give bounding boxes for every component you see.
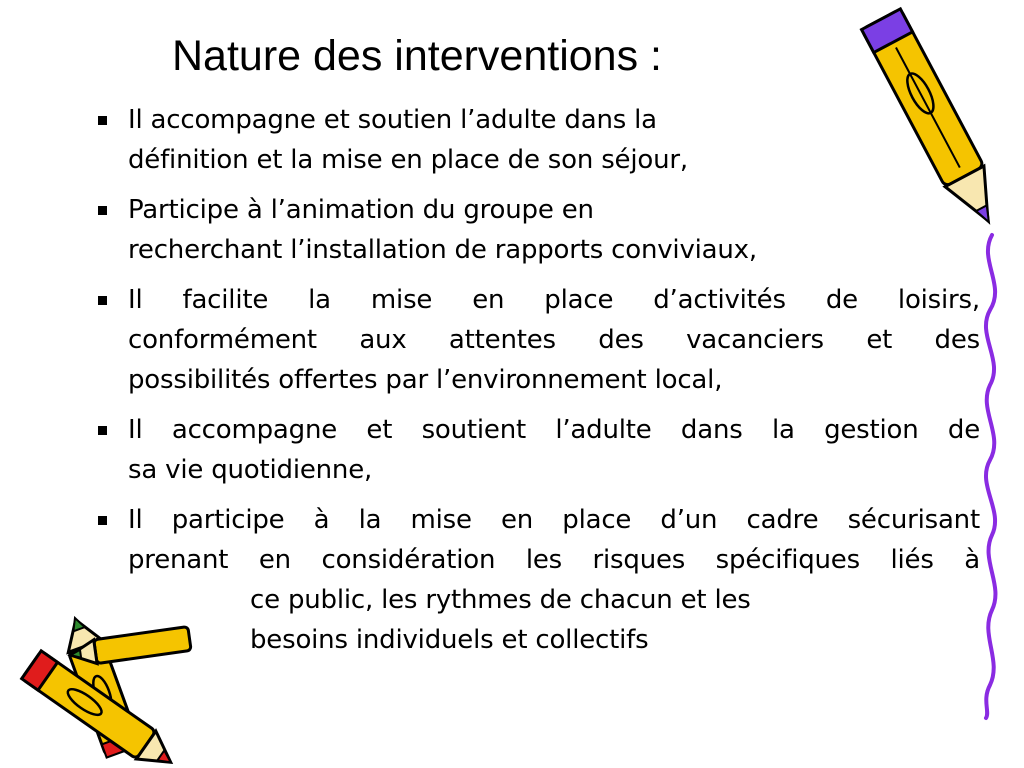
word: en (472, 285, 505, 315)
word: des (934, 325, 980, 355)
word: aux (359, 325, 407, 355)
word: des (598, 325, 644, 355)
bullet-line: possibilités offertes par l’environnement local, (128, 365, 723, 395)
bullet-item (96, 190, 980, 270)
bullet-item (96, 500, 980, 660)
word: l’adulte (555, 415, 652, 445)
word: facilite (182, 285, 269, 315)
word: conformément (128, 325, 317, 355)
word: gestion (824, 415, 919, 445)
word: de (825, 285, 858, 315)
word: Il (128, 415, 143, 445)
bullet-line: Il accompagne et soutien l’adulte dans la (128, 105, 657, 135)
bullet-line: recherchant l’installation de rapports conviviaux, (128, 235, 757, 265)
bullet-marker-icon (98, 296, 107, 305)
word: attentes (448, 325, 556, 355)
word: Il (128, 505, 143, 535)
bullet-item (96, 100, 980, 180)
word: la (771, 415, 795, 445)
word: participe (171, 505, 285, 535)
word: loisirs, (897, 285, 980, 315)
bullet-line (128, 280, 980, 320)
word: mise (370, 285, 433, 315)
bullet-line: sa vie quotidienne, (128, 455, 373, 485)
word: mise (410, 505, 472, 535)
word: en (501, 505, 534, 535)
bullet-marker-icon (98, 516, 107, 525)
word: de (947, 415, 980, 445)
wavy-line-icon (970, 230, 1010, 720)
word: liés (890, 545, 934, 575)
word: risques (592, 545, 686, 575)
word: accompagne (171, 415, 338, 445)
word: la (308, 285, 331, 315)
bullet-marker-icon (98, 426, 107, 435)
bullet-list (96, 100, 980, 660)
word: à (313, 505, 330, 535)
bullet-line (128, 410, 980, 450)
word: place (562, 505, 632, 535)
word: prenant (128, 545, 229, 575)
bullet-line (128, 500, 980, 540)
pencil-clipart-icon (860, 0, 1010, 245)
bullet-item (96, 410, 980, 490)
word: cadre (746, 505, 819, 535)
word: les (525, 545, 562, 575)
word: la (358, 505, 382, 535)
word: place (544, 285, 614, 315)
bullet-item (96, 280, 980, 400)
pencils-clipart-icon (0, 610, 205, 760)
word: sécurisant (847, 505, 980, 535)
word: dans (680, 415, 743, 445)
word: soutient (421, 415, 526, 445)
word: à (964, 545, 980, 575)
word: et (366, 415, 393, 445)
word: d’un (660, 505, 718, 535)
bullet-marker-icon (98, 206, 107, 215)
bullet-marker-icon (98, 116, 107, 125)
bullet-line: besoins individuels et collectifs (250, 625, 649, 655)
bullet-line (128, 320, 980, 360)
word: considération (321, 545, 496, 575)
word: Il (128, 285, 143, 315)
slide-title: Nature des interventions : (172, 32, 662, 80)
bullet-line: définition et la mise en place de son séjour, (128, 145, 688, 175)
bullet-line (128, 540, 980, 580)
bullet-line: ce public, les rythmes de chacun et les (250, 585, 751, 615)
bullet-line: Participe à l’animation du groupe en (128, 195, 594, 225)
word: spécifiques (715, 545, 860, 575)
word: en (258, 545, 291, 575)
word: vacanciers (686, 325, 824, 355)
word: d’activités (653, 285, 786, 315)
word: et (866, 325, 893, 355)
